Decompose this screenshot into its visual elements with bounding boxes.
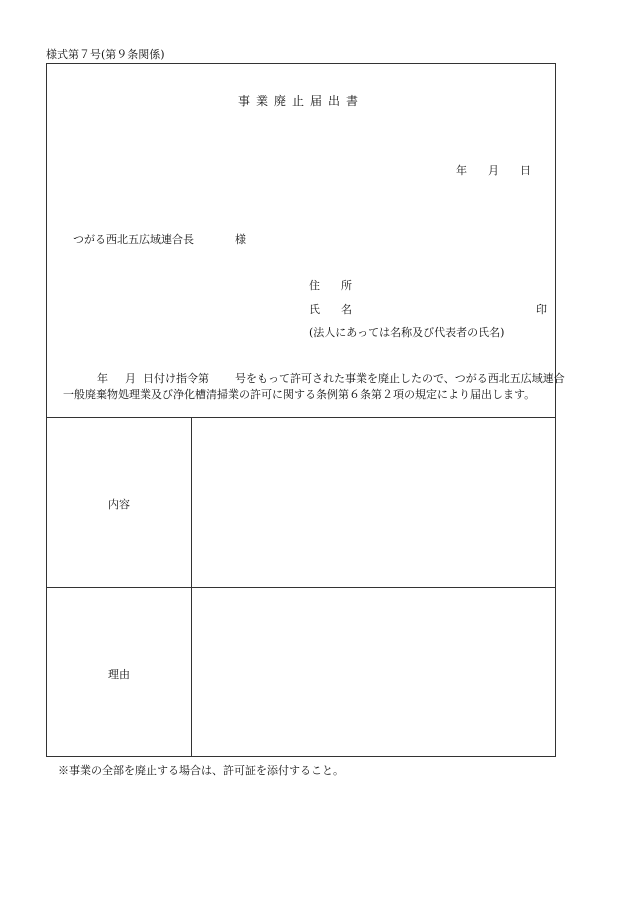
name-label-2: 名 <box>341 303 352 316</box>
date-day-label: 日 <box>520 164 531 177</box>
reason-label: 理由 <box>108 668 130 681</box>
address-label-2: 所 <box>341 279 352 292</box>
table-row-divider <box>47 587 555 588</box>
date-month-label: 月 <box>488 164 499 177</box>
address-label-1: 住 <box>309 279 320 292</box>
table-top-border <box>47 417 555 418</box>
honorific: 様 <box>235 233 246 246</box>
statement-directive: 日付け指令第 <box>143 372 209 385</box>
form-number: 様式第７号(第９条関係) <box>46 48 165 61</box>
statement-month: 月 <box>125 372 136 385</box>
statement-rest: 号をもって許可された事業を廃止したので、つがる西北五広域連合 <box>235 372 565 385</box>
footnote: ※事業の全部を廃止する場合は、許可証を添付すること。 <box>58 764 344 777</box>
name-label-1: 氏 <box>309 303 320 316</box>
statement-line-2: 一般廃棄物処理業及び浄化槽清掃業の許可に関する条例第６条第２項の規定により届出します。 <box>63 388 536 401</box>
addressee: つがる西北五広域連合長 <box>73 233 194 246</box>
date-year-label: 年 <box>456 164 467 177</box>
seal-mark: 印 <box>536 303 547 316</box>
notification-form <box>46 63 565 757</box>
corporate-note: (法人にあっては名称及び代表者の氏名) <box>309 326 505 339</box>
statement-year: 年 <box>97 372 108 385</box>
table-column-divider <box>191 417 192 757</box>
content-label: 内容 <box>108 498 130 511</box>
document-title: 事業廃止届出書 <box>237 94 364 108</box>
